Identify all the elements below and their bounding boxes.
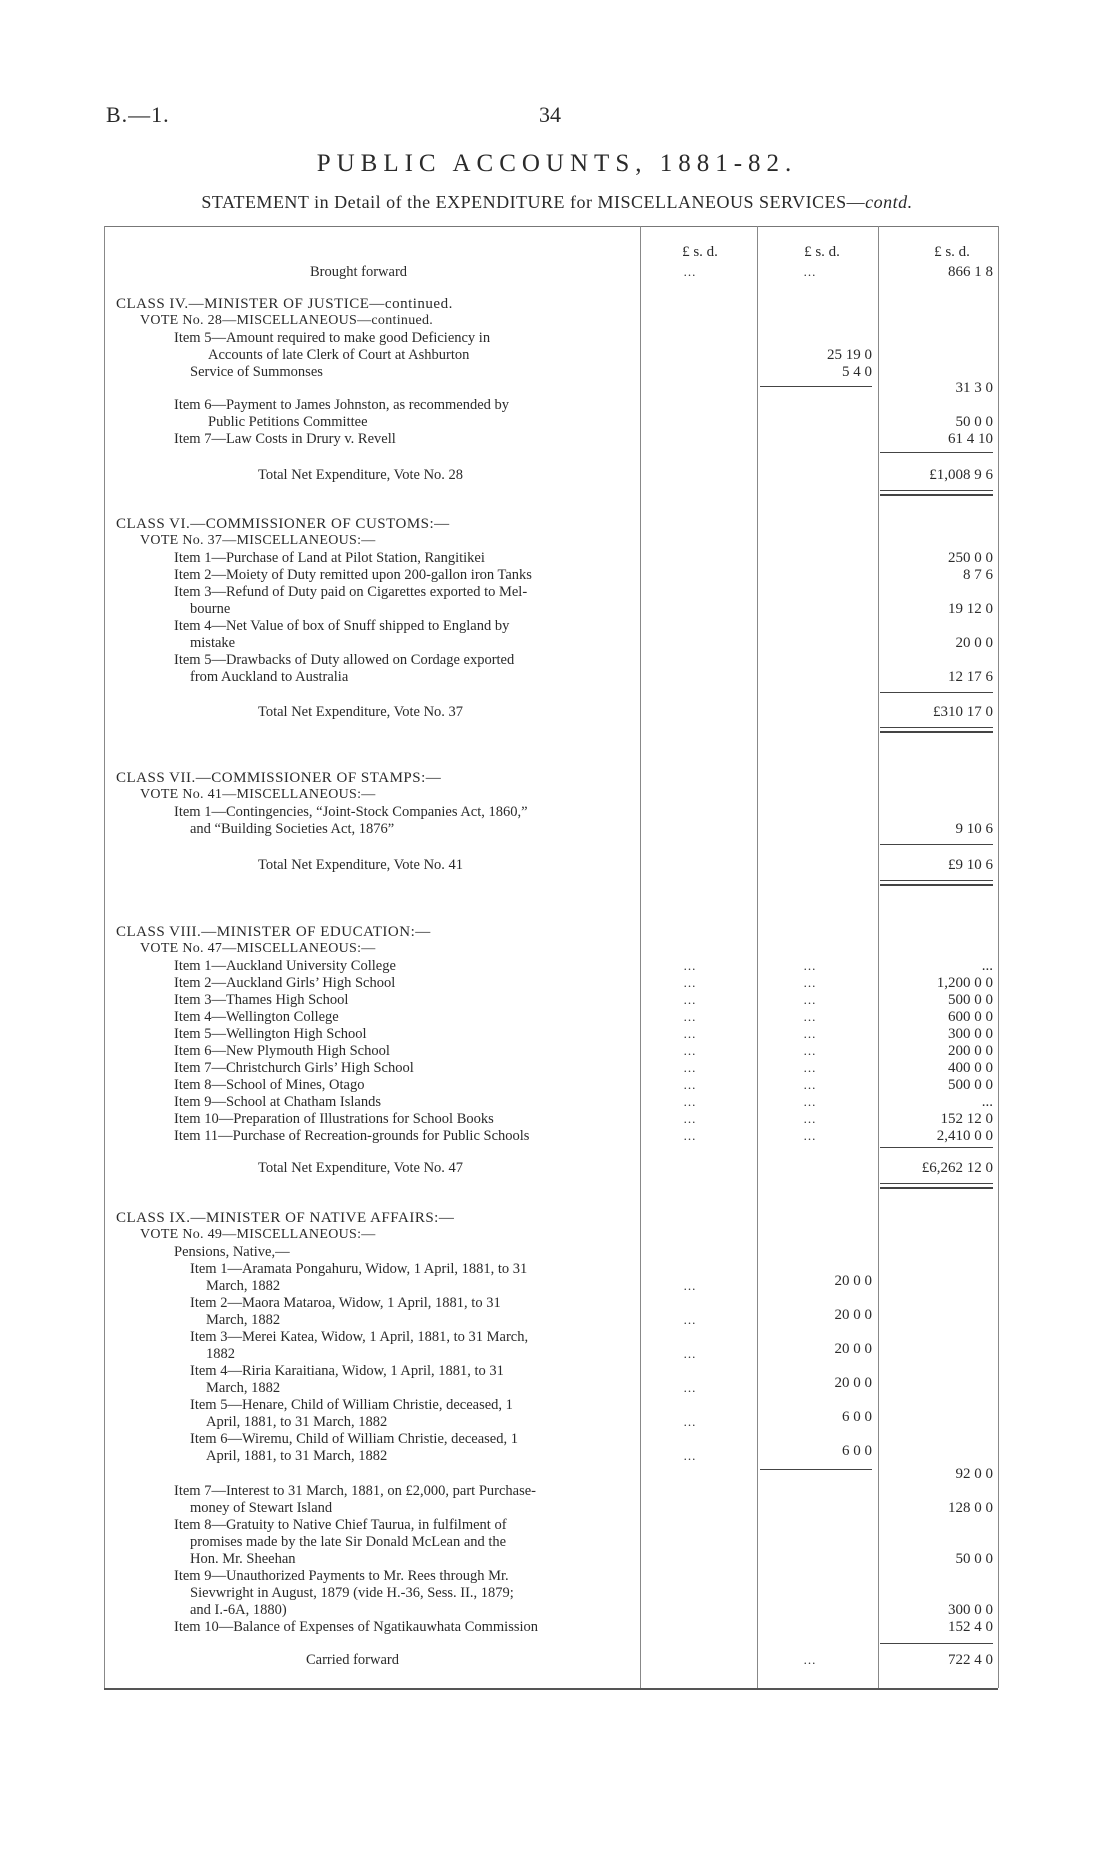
leader-dots: ... [803, 958, 817, 973]
leader-dots: ... [683, 1380, 697, 1395]
class7-item1-amount: 9 10 6 [955, 821, 993, 837]
item-amount: 400 0 0 [948, 1060, 993, 1076]
leader-dots: ... [803, 992, 817, 1007]
class4-item6-line2: Public Petitions Committee [208, 414, 368, 430]
leader-dots: ... [683, 958, 697, 973]
list-item-continuation: March, 1882 [206, 1278, 281, 1294]
class6-item5-amount: 12 17 6 [948, 669, 993, 685]
class4-summonses-label: Service of Summonses [190, 364, 323, 380]
pension-amount: 20 0 0 [834, 1375, 872, 1391]
table-top-rule [104, 226, 998, 227]
item-amount: 1,200 0 0 [936, 975, 993, 991]
list-item: Item 3—Merei Katea, Widow, 1 April, 1881, to 31 March, [190, 1329, 529, 1345]
class4-total-label: Total Net Expenditure, Vote No. 28 [258, 467, 464, 483]
class6-item2-amount: 8 7 6 [963, 567, 993, 583]
class9-item10-amount: 152 4 0 [948, 1619, 993, 1635]
list-item: Item 8—School of Mines, Otago [174, 1077, 365, 1093]
list-item: Item 11—Purchase of Recreation-grounds for Public Schools [174, 1128, 530, 1144]
item-amount: ... [981, 1094, 993, 1110]
class9-item9-line2: Sievwright in August, 1879 (vide H.-36, Sess. II., 1879; [190, 1585, 514, 1601]
class9-item10: Item 10—Balance of Expenses of Ngatikauwhata Commission [174, 1619, 539, 1635]
list-item-continuation: March, 1882 [206, 1380, 281, 1396]
list-item-continuation: 1882 [206, 1346, 235, 1362]
list-item: Item 1—Aramata Pongahuru, Widow, 1 April, 1881, to 31 [190, 1261, 528, 1277]
class6-item3-line1: Item 3—Refund of Duty paid on Cigarettes exported to Mel- [174, 584, 528, 600]
vote-28-heading: VOTE No. 28—MISCELLANEOUS—continued. [140, 313, 434, 328]
leader-dots: ... [803, 1077, 817, 1092]
leader-dots: ... [803, 1111, 817, 1126]
column-header-1: £ s. d. [682, 244, 718, 260]
class9-item9-amount: 300 0 0 [948, 1602, 993, 1618]
item-amount: 300 0 0 [948, 1026, 993, 1042]
class6-item4-line1: Item 4—Net Value of box of Snuff shipped to England by [174, 618, 510, 634]
leader-dots: ... [683, 1111, 697, 1126]
leader-dots: ... [683, 1448, 697, 1463]
class9-item8-line2: promises made by the late Sir Donald McLean and the [190, 1534, 507, 1550]
page-number: 34 [539, 102, 561, 127]
class8-total: £6,262 12 0 [921, 1160, 993, 1176]
leader-dots: ... [803, 975, 817, 990]
subtitle-contd: contd. [865, 192, 913, 212]
list-item: Item 5—Wellington High School [174, 1026, 367, 1042]
pension-amount: 20 0 0 [834, 1273, 872, 1289]
class4-subtotal-rule [760, 386, 872, 387]
page-subtitle [0, 192, 1114, 213]
list-item: Item 4—Riria Karaitiana, Widow, 1 April, 1881, to 31 [190, 1363, 504, 1379]
leader-dots: ... [683, 1278, 697, 1293]
carried-forward-label: Carried forward [306, 1652, 399, 1668]
leader-dots: ... [683, 1026, 697, 1041]
leader-dots: ... [803, 1026, 817, 1041]
list-item: Item 2—Maora Mataroa, Widow, 1 April, 1881, to 31 [190, 1295, 501, 1311]
pension-amount: 6 0 0 [842, 1409, 872, 1425]
class4-total-rule-bottom [880, 490, 993, 496]
class9-item8-amount: 50 0 0 [955, 1551, 993, 1567]
list-item: Item 9—School at Chatham Islands [174, 1094, 381, 1110]
class6-item2: Item 2—Moiety of Duty remitted upon 200-gallon iron Tanks [174, 567, 532, 583]
item-amount: 500 0 0 [948, 1077, 993, 1093]
class4-item5-amount: 25 19 0 [827, 347, 872, 363]
class4-total: £1,008 9 6 [929, 467, 993, 483]
class9-item9-line3: and I.-6A, 1880) [190, 1602, 287, 1618]
pensions-subtotal-rule [760, 1469, 872, 1470]
class6-item1-amount: 250 0 0 [948, 550, 993, 566]
class4-subtotal: 31 3 0 [955, 380, 993, 396]
class6-item5-line2: from Auckland to Australia [190, 669, 349, 685]
list-item: Item 6—New Plymouth High School [174, 1043, 390, 1059]
leader-dots: ... [683, 1009, 697, 1024]
list-item: Item 6—Wiremu, Child of William Christie, deceased, 1 [190, 1431, 518, 1447]
leader-dots: ... [803, 1094, 817, 1109]
class7-total-rule-top [880, 844, 993, 845]
pension-amount: 20 0 0 [834, 1307, 872, 1323]
class6-item4-line2: mistake [190, 635, 236, 651]
class-ix-heading: CLASS IX.—MINISTER OF NATIVE AFFAIRS:— [116, 1210, 455, 1226]
class9-item8-line1: Item 8—Gratuity to Native Chief Taurua, in fulfilment of [174, 1517, 507, 1533]
list-item: Item 10—Preparation of Illustrations for School Books [174, 1111, 494, 1127]
leader-dots: ... [683, 1414, 697, 1429]
list-item: Item 2—Auckland Girls’ High School [174, 975, 396, 991]
class6-item4-amount: 20 0 0 [955, 635, 993, 651]
class6-total-rule-bottom [880, 727, 993, 733]
pension-amount: 6 0 0 [842, 1443, 872, 1459]
class6-item1: Item 1—Purchase of Land at Pilot Station, Rangitikei [174, 550, 485, 566]
class-vii-heading: CLASS VII.—COMMISSIONER OF STAMPS:— [116, 770, 442, 786]
brought-forward-label: Brought forward [310, 264, 408, 280]
leader-dots: ... [803, 1060, 817, 1075]
leader-dots: ... [683, 1128, 697, 1143]
vote-49-heading: VOTE No. 49—MISCELLANEOUS:— [140, 1227, 376, 1242]
vote-47-heading: VOTE No. 47—MISCELLANEOUS:— [140, 941, 376, 956]
class6-item3-amount: 19 12 0 [948, 601, 993, 617]
table-left-border [104, 226, 105, 1688]
class6-total: £310 17 0 [933, 704, 993, 720]
class9-item7-line1: Item 7—Interest to 31 March, 1881, on £2,000, part Purchase- [174, 1483, 537, 1499]
leader-dots: ... [683, 1077, 697, 1092]
pensions-heading: Pensions, Native,— [174, 1244, 290, 1260]
class7-item1-line2: and “Building Societies Act, 1876” [190, 821, 395, 837]
leader-dots: ... [683, 1043, 697, 1058]
column-header-3: £ s. d. [934, 244, 970, 260]
brought-forward-c2: ... [803, 264, 817, 279]
brought-forward-c1: ... [683, 264, 697, 279]
class9-item7-amount: 128 0 0 [948, 1500, 993, 1516]
vote-41-heading: VOTE No. 41—MISCELLANEOUS:— [140, 787, 376, 802]
item-amount: 200 0 0 [948, 1043, 993, 1059]
class9-item9-line1: Item 9—Unauthorized Payments to Mr. Rees through Mr. [174, 1568, 509, 1584]
leader-dots: ... [683, 1060, 697, 1075]
item-amount: 600 0 0 [948, 1009, 993, 1025]
class8-total-label: Total Net Expenditure, Vote No. 47 [258, 1160, 464, 1176]
class6-total-label: Total Net Expenditure, Vote No. 37 [258, 704, 464, 720]
class4-item7-label: Item 7—Law Costs in Drury v. Revell [174, 431, 396, 447]
column-divider-1 [640, 226, 641, 1688]
list-item: Item 7—Christchurch Girls’ High School [174, 1060, 414, 1076]
leader-dots: ... [683, 975, 697, 990]
list-item: Item 1—Auckland University College [174, 958, 396, 974]
table-bottom-rule [104, 1688, 998, 1690]
leader-dots: ... [683, 1312, 697, 1327]
list-item: Item 5—Henare, Child of William Christie, deceased, 1 [190, 1397, 513, 1413]
leader-dots: ... [803, 1009, 817, 1024]
item-amount: 2,410 0 0 [936, 1128, 993, 1144]
pensions-subtotal: 92 0 0 [955, 1466, 993, 1482]
carried-forward-rule [880, 1643, 993, 1644]
list-item: Item 4—Wellington College [174, 1009, 339, 1025]
page-title: PUBLIC ACCOUNTS, 1881-82. [316, 150, 798, 177]
class4-item5-line1: Item 5—Amount required to make good Deficiency in [174, 330, 491, 346]
column-divider-2 [757, 226, 758, 1688]
leader-dots: ... [803, 1128, 817, 1143]
class4-item6-amount: 50 0 0 [955, 414, 993, 430]
list-item: Item 3—Thames High School [174, 992, 349, 1008]
class4-item5-line2: Accounts of late Clerk of Court at Ashburton [208, 347, 470, 363]
class7-total-label: Total Net Expenditure, Vote No. 41 [258, 857, 464, 873]
item-amount: 500 0 0 [948, 992, 993, 1008]
class9-item7-line2: money of Stewart Island [190, 1500, 333, 1516]
class9-item8-line3: Hon. Mr. Sheehan [190, 1551, 296, 1567]
class8-total-rule-bottom [880, 1183, 993, 1189]
pension-amount: 20 0 0 [834, 1341, 872, 1357]
list-item-continuation: March, 1882 [206, 1312, 281, 1328]
item-amount: ... [981, 958, 993, 974]
brought-forward-amount: 866 1 8 [948, 264, 993, 280]
class7-total: £9 10 6 [948, 857, 993, 873]
table-right-border [998, 226, 999, 1688]
carried-forward-c2: ... [803, 1652, 817, 1667]
class-viii-heading: CLASS VIII.—MINISTER OF EDUCATION:— [116, 924, 431, 940]
class-iv-heading: CLASS IV.—MINISTER OF JUSTICE—continued. [116, 296, 453, 312]
leader-dots: ... [803, 1043, 817, 1058]
class7-item1-line1: Item 1—Contingencies, “Joint-Stock Companies Act, 1860,” [174, 804, 528, 820]
column-divider-3 [878, 226, 879, 1688]
leader-dots: ... [683, 1094, 697, 1109]
class8-total-rule-top [880, 1147, 993, 1148]
class6-total-rule-top [880, 692, 993, 693]
list-item-continuation: April, 1881, to 31 March, 1882 [206, 1448, 388, 1464]
class4-item7-amount: 61 4 10 [948, 431, 993, 447]
carried-forward-amount: 722 4 0 [948, 1652, 993, 1668]
class7-total-rule-bottom [880, 880, 993, 886]
report-code: B.—1. [106, 102, 170, 127]
vote-37-heading: VOTE No. 37—MISCELLANEOUS:— [140, 533, 376, 548]
leader-dots: ... [683, 1346, 697, 1361]
class-vi-heading: CLASS VI.—COMMISSIONER OF CUSTOMS:— [116, 516, 450, 532]
subtitle-text: STATEMENT in Detail of the EXPENDITURE for MISCELLANEOUS SERVICES— [201, 192, 866, 212]
class6-item5-line1: Item 5—Drawbacks of Duty allowed on Cordage exported [174, 652, 515, 668]
item-amount: 152 12 0 [940, 1111, 993, 1127]
column-header-2: £ s. d. [804, 244, 840, 260]
class4-item6-line1: Item 6—Payment to James Johnston, as recommended by [174, 397, 510, 413]
class4-total-rule-top [880, 452, 993, 453]
class4-summonses-amount: 5 4 0 [842, 364, 872, 380]
leader-dots: ... [683, 992, 697, 1007]
class6-item3-line2: bourne [190, 601, 231, 617]
list-item-continuation: April, 1881, to 31 March, 1882 [206, 1414, 388, 1430]
